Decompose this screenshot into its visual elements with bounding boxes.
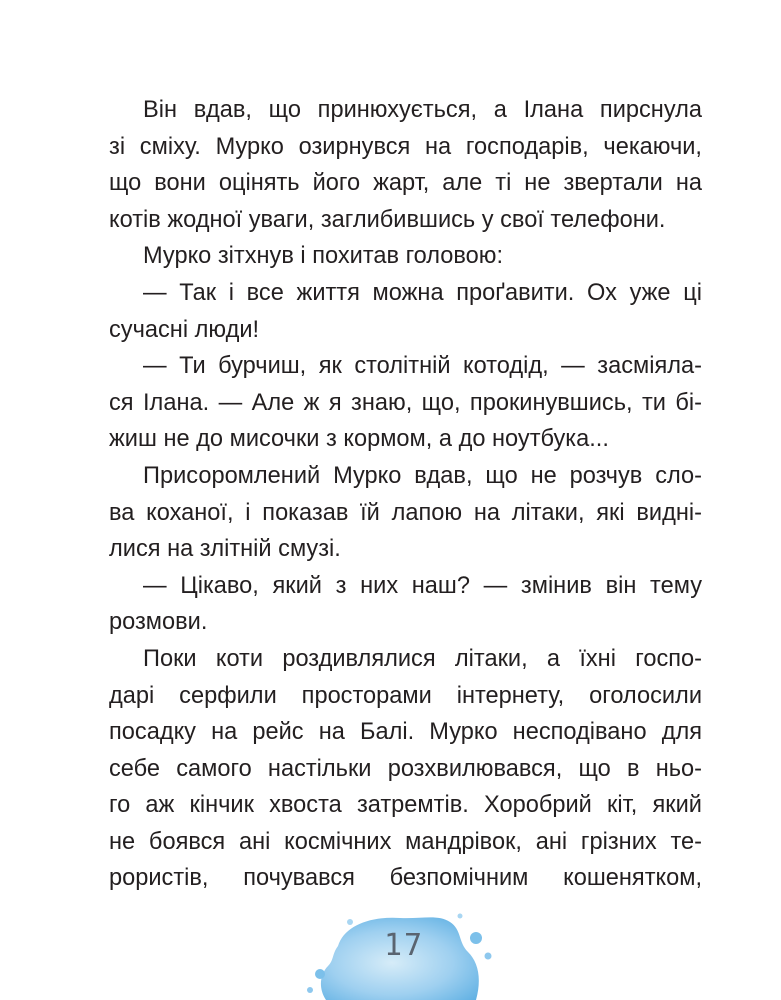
text-line: не боявся ані космічних мандрівок, ані грізних те-	[109, 828, 702, 855]
text-line: го аж кінчик хвоста затремтів. Хоробрий кіт, який	[109, 792, 702, 819]
body-text	[109, 92, 702, 897]
page-number: 17	[383, 928, 425, 963]
text-line: Він вдав, що принюхується, а Ілана пирснула	[143, 97, 702, 123]
text-line: — Ти бурчиш, як столітній котодід, — засміяла-	[143, 353, 702, 380]
page-number-badge	[300, 908, 500, 1000]
text-line: Присоромлений Мурко вдав, що не розчув сло-	[143, 462, 702, 489]
text-line: себе самого настільки розхвилювався, що в ньо-	[109, 755, 702, 782]
text-line: що вони оцінять його жарт, але ті не звертали на	[109, 170, 702, 197]
text-line: — Цікаво, який з них наш? — змінив він тему	[143, 572, 702, 599]
text-line: дарі серфили просторами інтернету, оголосили	[109, 682, 702, 709]
text-line: лися на злітній смузі.	[109, 536, 341, 563]
text-line: рористів, почувався безпомічним кошенятком,	[109, 865, 702, 892]
text-line: Поки коти роздивлялися літаки, а їхні госпо-	[143, 645, 702, 672]
text-line: — Так і все життя можна проґавити. Ох уже ці	[143, 279, 702, 306]
text-line: посадку на рейс на Балі. Мурко несподівано для	[109, 719, 702, 746]
text-line: розмови.	[109, 609, 208, 636]
text-line: сучасні люди!	[109, 316, 260, 343]
text-line: Мурко зітхнув і похитав головою:	[143, 243, 504, 270]
text-line: жиш не до мисочки з кормом, а до ноутбука...	[109, 426, 609, 453]
text-line: ва коханої, і показав їй лапою на літаки, які видні-	[109, 499, 702, 526]
text-line: котів жодної уваги, заглибившись у свої телефони.	[109, 206, 666, 233]
text-line: ся Ілана. — Але ж я знаю, що, прокинувшись, ти бі-	[109, 389, 702, 416]
text-line: зі сміху. Мурко озирнувся на господарів, чекаючи,	[109, 133, 702, 160]
